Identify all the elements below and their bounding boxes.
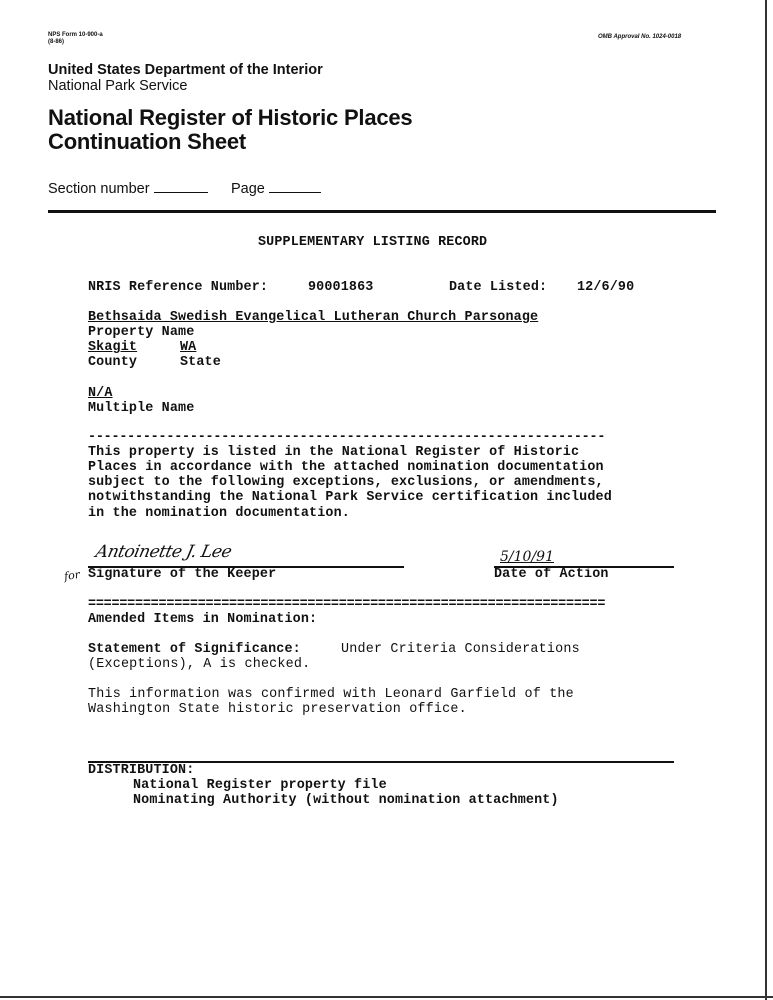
form-number: NPS Form 10-900-a — [48, 32, 103, 38]
page-label: Page — [231, 181, 265, 197]
signature-label: Signature of the Keeper — [88, 567, 277, 582]
nris-value: 90001863 — [308, 280, 374, 295]
section-number-label: Section number — [48, 181, 150, 197]
confirm-line-2: Washington State historic preservation office. — [88, 702, 467, 717]
omb-approval: OMB Approval No. 1024-0018 — [598, 34, 682, 40]
action-date-label: Date of Action — [494, 567, 609, 582]
date-listed-label: Date Listed: — [449, 280, 548, 295]
page-subtitle: Continuation Sheet — [48, 129, 247, 154]
page-blank — [269, 192, 321, 193]
body-line-5: in the nomination documentation. — [88, 506, 350, 521]
date-listed-value: 12/6/90 — [577, 280, 635, 295]
body-line-4: notwithstanding the National Park Service certification included — [88, 490, 612, 505]
form-date: (8-86) — [48, 39, 65, 45]
keeper-signature: Antoinette J. Lee — [93, 542, 234, 562]
significance-label: Statement of Significance: — [88, 642, 301, 657]
page-edge-right — [765, 0, 767, 1000]
double-separator: ================================================================== — [88, 597, 606, 612]
state-label: State — [180, 355, 221, 370]
section-number-field — [48, 181, 208, 197]
confirm-line-1: This information was confirmed with Leonard Garfield of the — [88, 687, 574, 702]
amended-heading: Amended Items in Nomination: — [88, 612, 318, 627]
service-name: National Park Service — [48, 78, 188, 94]
page-title: National Register of Historic Places — [48, 105, 413, 130]
body-line-3: subject to the following exceptions, exclusions, or amendments, — [88, 475, 604, 490]
dashed-separator: ------------------------------------------------------------------ — [88, 430, 606, 445]
action-date-handwritten: 5/10/91 — [500, 549, 554, 565]
record-heading: SUPPLEMENTARY LISTING RECORD — [258, 235, 488, 250]
property-name-value: Bethsaida Swedish Evangelical Lutheran Church Parsonage — [88, 310, 539, 325]
section-number-blank — [154, 192, 208, 193]
signature-for-prefix: for — [63, 567, 81, 584]
distribution-heading: DISTRIBUTION: — [88, 763, 195, 778]
header-rule — [48, 210, 716, 213]
multiple-name-value: N/A — [88, 386, 113, 401]
property-name-label: Property Name — [88, 325, 195, 340]
page-edge-bottom — [0, 996, 773, 998]
page-field — [231, 181, 321, 197]
distribution-item-2: Nominating Authority (without nomination attachment) — [133, 793, 559, 808]
significance-text-1: Under Criteria Considerations — [341, 642, 580, 657]
significance-text-2: (Exceptions), A is checked. — [88, 657, 311, 672]
multiple-name-label: Multiple Name — [88, 401, 195, 416]
county-value: Skagit — [88, 340, 138, 355]
department-name: United States Department of the Interior — [48, 62, 323, 78]
county-label: County — [88, 355, 138, 370]
nris-label: NRIS Reference Number: — [88, 280, 269, 295]
distribution-item-1: National Register property file — [133, 778, 387, 793]
state-value: WA — [180, 340, 197, 355]
body-line-1: This property is listed in the National Register of Historic — [88, 445, 580, 460]
body-line-2: Places in accordance with the attached nomination documentation — [88, 460, 604, 475]
